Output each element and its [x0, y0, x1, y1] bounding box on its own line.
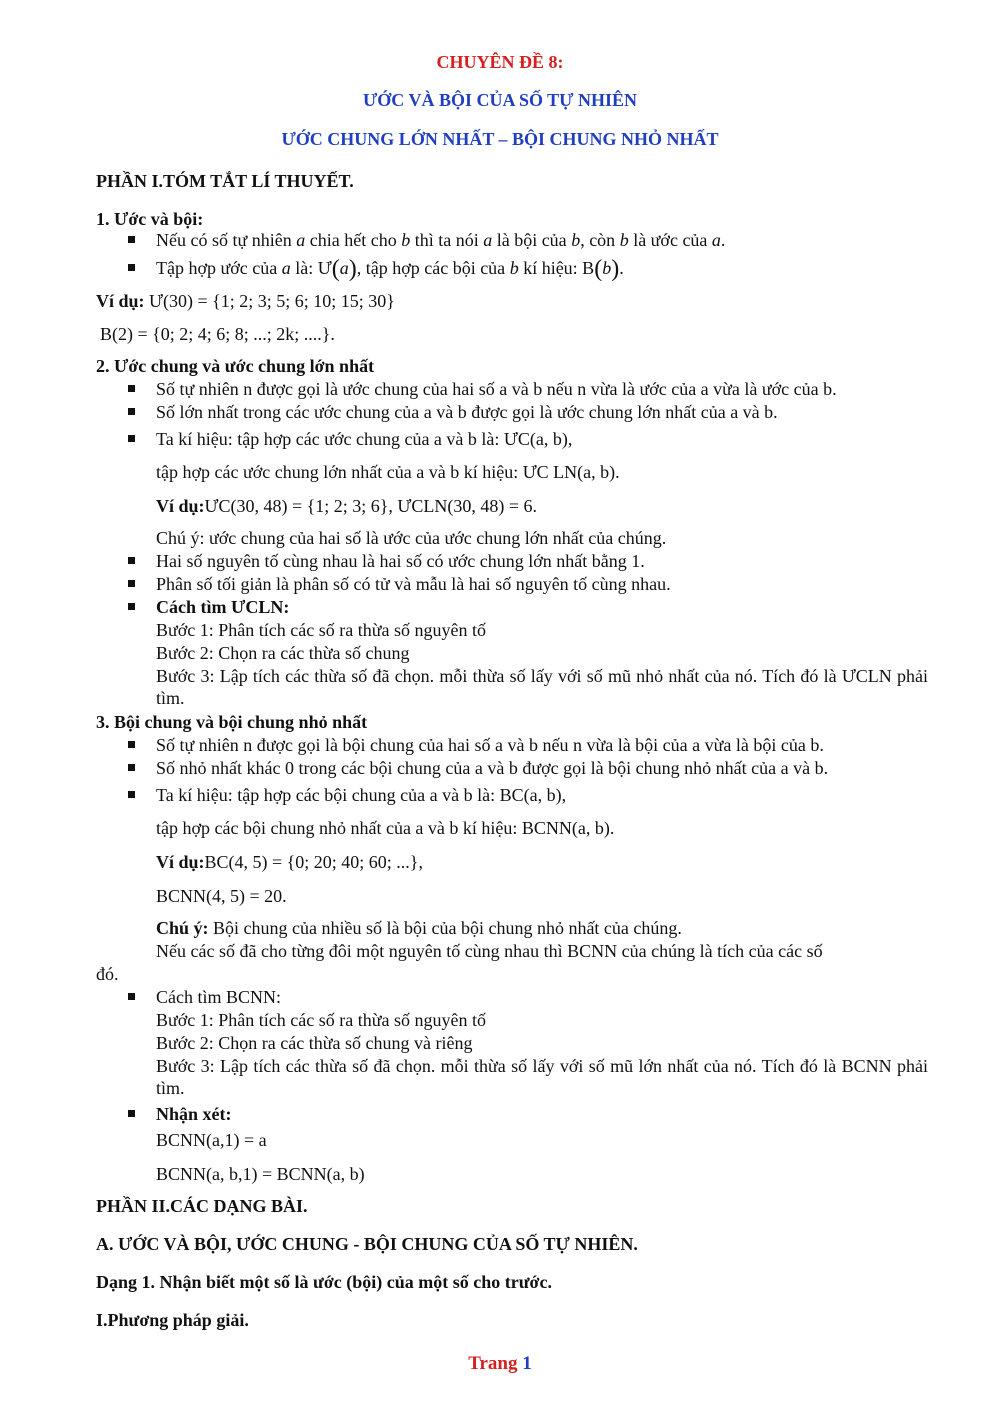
page-footer — [0, 1353, 1000, 1375]
section2-heading: 2. Ước chung và ước chung lớn nhất — [96, 356, 375, 376]
s3-note: Chú ý: Bội chung của nhiều số là bội của bội chung nhỏ nhất của chúng. — [156, 918, 682, 938]
s3-remark2: BCNN(a, b,1) = BCNN(a, b) — [156, 1164, 365, 1184]
s2-example: Ví dụ:ƯC(30, 48) = {1; 2; 3; 6}, ƯCLN(30, 48) = 6. — [156, 496, 538, 516]
s3-bullet4: Cách tìm BCNN: — [156, 987, 281, 1007]
s3-step3: Bước 3: Lập tích các thừa số đã chọn. mỗi thừa số lấy với số mũ lớn nhất của nó. Tích đó là BCNN phải tìm. — [156, 1056, 928, 1098]
s2-bullet3: Ta kí hiệu: tập hợp các ước chung của a và b là: ƯC(a, b), — [156, 429, 573, 449]
bullet-marker — [128, 993, 135, 1000]
s3-bullet3: Ta kí hiệu: tập hợp các bội chung của a và b là: BC(a, b), — [156, 785, 567, 805]
footer-label: Trang — [468, 1353, 518, 1374]
s2-bullet4: Hai số nguyên tố cùng nhau là hai số có ước chung lớn nhất bằng 1. — [156, 551, 645, 571]
bullet-marker — [128, 264, 135, 271]
bullet-marker — [128, 1110, 135, 1117]
s3-bullet3-cont: tập hợp các bội chung nhỏ nhất của a và b kí hiệu: BCNN(a, b). — [156, 818, 615, 838]
s3-bullet2: Số nhỏ nhất khác 0 trong các bội chung của a và b được gọi là bội chung nhỏ nhất của a và b. — [156, 758, 829, 778]
method-heading: I.Phương pháp giải. — [96, 1310, 249, 1330]
s2-bullet5: Phân số tối giản là phân số có tử và mẫu là hai số nguyên tố cùng nhau. — [156, 574, 671, 594]
s1-example1: Ví dụ: Ư(30) = {1; 2; 3; 5; 6; 10; 15; 30} — [96, 291, 395, 311]
s3-step2: Bước 2: Chọn ra các thừa số chung và riêng — [156, 1033, 473, 1053]
s2-bullet2: Số lớn nhất trong các ước chung của a và b được gọi là ước chung lớn nhất của a và b. — [156, 402, 778, 422]
s1-bullet1: Nếu có số tự nhiên a chia hết cho b thì ta nói a là bội của b, còn b là ước của a. — [156, 230, 726, 250]
bullet-marker — [128, 741, 135, 748]
s3-bullet5: Nhận xét: — [156, 1104, 232, 1124]
bullet-marker — [128, 764, 135, 771]
s2-bullet1: Số tự nhiên n được gọi là ước chung của hai số a và b nếu n vừa là ước của a vừa là ước của b. — [156, 379, 837, 399]
s2-bullet3-cont: tập hợp các ước chung lớn nhất của a và b kí hiệu: ƯC LN(a, b). — [156, 462, 620, 482]
main-title: ƯỚC VÀ BỘI CỦA SỐ TỰ NHIÊN — [362, 90, 638, 110]
part2-a-heading: A. ƯỚC VÀ BỘI, ƯỚC CHUNG - BỘI CHUNG CỦA SỐ TỰ NHIÊN. — [96, 1234, 638, 1254]
bullet-marker — [128, 603, 135, 610]
part1-heading: PHẦN I.TÓM TẮT LÍ THUYẾT. — [96, 171, 354, 191]
s2-bullet6: Cách tìm ƯCLN: — [156, 597, 290, 617]
s1-bullet2: Tập hợp ước của a là: Ư(a), tập hợp các bội của b kí hiệu: B(b). — [156, 256, 624, 282]
s3-example1: Ví dụ:BC(4, 5) = {0; 20; 40; 60; ...}, — [156, 852, 423, 872]
s3-example2: BCNN(4, 5) = 20. — [156, 886, 287, 906]
bullet-marker — [128, 435, 135, 442]
bullet-marker — [128, 580, 135, 587]
bullet-marker — [128, 557, 135, 564]
page-number: 1 — [522, 1353, 532, 1374]
s3-remark1: BCNN(a,1) = a — [156, 1130, 267, 1150]
bullet-marker — [128, 408, 135, 415]
s2-step3: Bước 3: Lập tích các thừa số đã chọn. mỗi thừa số lấy với số mũ nhỏ nhất của nó. Tích đó là ƯCLN phải tìm. — [156, 666, 928, 708]
s2-step1: Bước 1: Phân tích các số ra thừa số nguyên tố — [156, 620, 486, 640]
dang1-heading: Dạng 1. Nhận biết một số là ước (bội) của một số cho trước. — [96, 1272, 553, 1292]
s3-bullet1: Số tự nhiên n được gọi là bội chung của hai số a và b nếu n vừa là bội của a vừa là bội của b. — [156, 735, 824, 755]
bullet-marker — [128, 385, 135, 392]
s1-example2: B(2) = {0; 2; 4; 6; 8; ...; 2k; ....}. — [100, 324, 335, 344]
s3-note2-cont: đó. — [96, 964, 119, 984]
sub-title: ƯỚC CHUNG LỚN NHẤT – BỘI CHUNG NHỎ NHẤT — [281, 129, 719, 149]
s2-note: Chú ý: ước chung của hai số là ước của ước chung lớn nhất của chúng. — [156, 528, 667, 548]
s3-note2: Nếu các số đã cho từng đôi một nguyên tố cùng nhau thì BCNN của chúng là tích của các số — [156, 941, 823, 961]
s2-step2: Bước 2: Chọn ra các thừa số chung — [156, 643, 410, 663]
section1-heading: 1. Ước và bội: — [96, 209, 204, 229]
part2-heading: PHẦN II.CÁC DẠNG BÀI. — [96, 1196, 308, 1216]
s3-step1: Bước 1: Phân tích các số ra thừa số nguyên tố — [156, 1010, 486, 1030]
topic-title: CHUYÊN ĐỀ 8: — [436, 52, 564, 72]
bullet-marker — [128, 791, 135, 798]
section3-heading: 3. Bội chung và bội chung nhỏ nhất — [96, 712, 368, 732]
bullet-marker — [128, 236, 135, 243]
